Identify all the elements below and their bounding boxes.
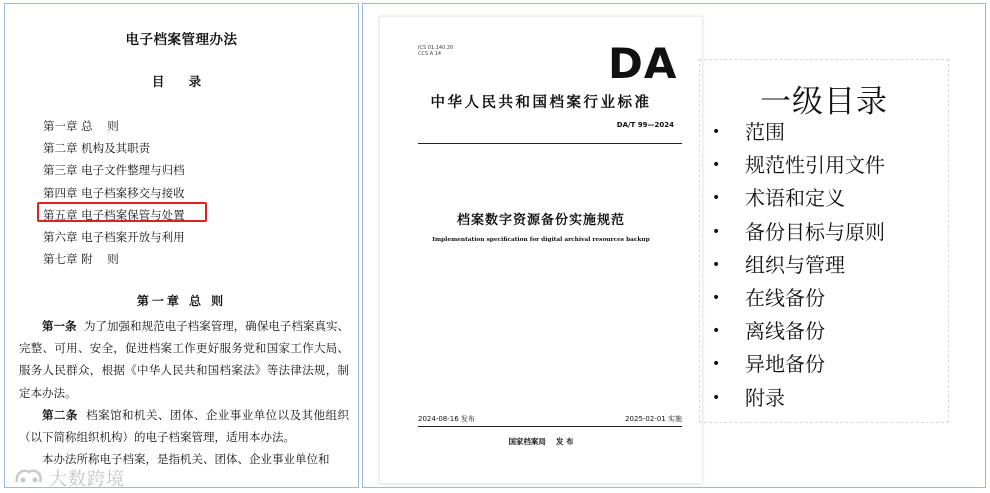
article-text: 档案馆和机关、团体、企业事业单位以及其他组织（以下简称组织机构）的电子档案管理，适用本办法。 bbox=[19, 407, 349, 445]
left-document-panel bbox=[4, 3, 359, 488]
article-text: 为了加强和规范电子档案管理，确保电子档案真实、完整、可用、安全，促进档案工作更好服务党和国家工作大局、服务人民群众，根据《中华人民共和国档案法》等法律法规，制定本办法。 bbox=[19, 319, 350, 400]
toc-item: 第一章 总 则 bbox=[43, 119, 119, 133]
outline-item-label: 组织与管理 bbox=[745, 252, 845, 277]
toc-list bbox=[43, 115, 185, 270]
right-panel bbox=[362, 3, 986, 488]
bullet-icon: • bbox=[712, 124, 721, 140]
toc-item: 第三章 电子文件整理与归档 bbox=[43, 163, 185, 178]
toc-highlight-box bbox=[37, 202, 207, 222]
article-label: 第二条 bbox=[42, 407, 78, 422]
outline-item-label: 备份目标与原则 bbox=[745, 219, 885, 244]
bullet-icon: • bbox=[712, 256, 721, 273]
outline-item-label: 异地备份 bbox=[745, 352, 825, 377]
standard-code: DA/T 99—2024 bbox=[616, 121, 674, 129]
toc-item: 第七章 附 则 bbox=[43, 252, 119, 267]
document-title: 电子档案管理办法 bbox=[125, 32, 238, 48]
cover-publisher bbox=[380, 436, 702, 447]
watermark bbox=[13, 462, 143, 488]
cover-rule-top bbox=[418, 143, 682, 144]
bullet-icon: • bbox=[712, 223, 721, 240]
da-logo: DA bbox=[608, 39, 678, 88]
outline-item bbox=[712, 382, 885, 415]
cover-doc-title: 档案数字资源备份实施规范 bbox=[456, 213, 625, 228]
cover-rule-bottom bbox=[418, 426, 682, 427]
outline-item-label: 离线备份 bbox=[745, 319, 825, 344]
bullet-icon: • bbox=[712, 389, 721, 406]
toc-item: 第二章 机构及其职责 bbox=[43, 141, 151, 156]
bullet-icon: • bbox=[712, 190, 721, 207]
outline-item bbox=[712, 348, 885, 381]
ics-code: ICS 01.140.20 bbox=[418, 45, 454, 51]
outline-item bbox=[712, 249, 885, 282]
watermark-text: 大数跨境 bbox=[49, 469, 125, 488]
effective-date: 2025-02-01 实施 bbox=[625, 415, 682, 423]
outline-item bbox=[712, 182, 885, 215]
article-text: 本办法所称电子档案，是指机关、团体、企业事业单位和 bbox=[42, 452, 330, 467]
outline-item-label: 规范性引用文件 bbox=[745, 153, 885, 178]
publisher-name: 国家档案局 bbox=[508, 437, 546, 446]
bullet-icon: • bbox=[712, 157, 721, 174]
article-paragraph bbox=[19, 404, 349, 448]
publish-word: 发 布 bbox=[555, 437, 574, 446]
toc-item: 第六章 电子档案开放与利用 bbox=[43, 229, 185, 244]
article-label: 第一条 bbox=[42, 319, 77, 333]
outline-item-label: 在线备份 bbox=[745, 285, 825, 310]
outline-item bbox=[712, 116, 885, 149]
outline-box bbox=[699, 59, 949, 423]
outline-item bbox=[712, 282, 885, 315]
publish-date: 2024-08-16 发布 bbox=[418, 415, 475, 423]
outline-item-label: 附录 bbox=[745, 385, 785, 410]
watermark-logo-icon bbox=[13, 465, 45, 487]
ccs-code: CCS A 14 bbox=[418, 51, 442, 57]
outline-item bbox=[712, 315, 885, 348]
standard-cover bbox=[379, 16, 703, 484]
outline-item bbox=[712, 216, 885, 249]
chapter-heading: 第一章 总 则 bbox=[136, 294, 227, 308]
outline-title: 一级目录 bbox=[760, 84, 888, 120]
toc-item-highlighted: 第五章 电子档案保管与处置 bbox=[43, 207, 185, 222]
article-paragraph bbox=[19, 315, 349, 404]
bullet-icon: • bbox=[712, 323, 721, 340]
toc-heading: 目 录 bbox=[151, 74, 212, 89]
cover-doc-title-en: Implementation specification for digital archival resources backup bbox=[432, 237, 650, 243]
chapter-body bbox=[19, 315, 349, 470]
outline-list bbox=[712, 116, 885, 415]
bullet-icon: • bbox=[712, 289, 721, 306]
toc-item: 第四章 电子档案移交与接收 bbox=[43, 185, 185, 200]
standard-name: 中华人民共和国档案行业标准 bbox=[430, 95, 652, 111]
outline-item-label: 术语和定义 bbox=[745, 186, 845, 211]
bullet-icon: • bbox=[712, 356, 721, 373]
outline-item bbox=[712, 149, 885, 182]
outline-item-label: 范围 bbox=[745, 120, 785, 144]
